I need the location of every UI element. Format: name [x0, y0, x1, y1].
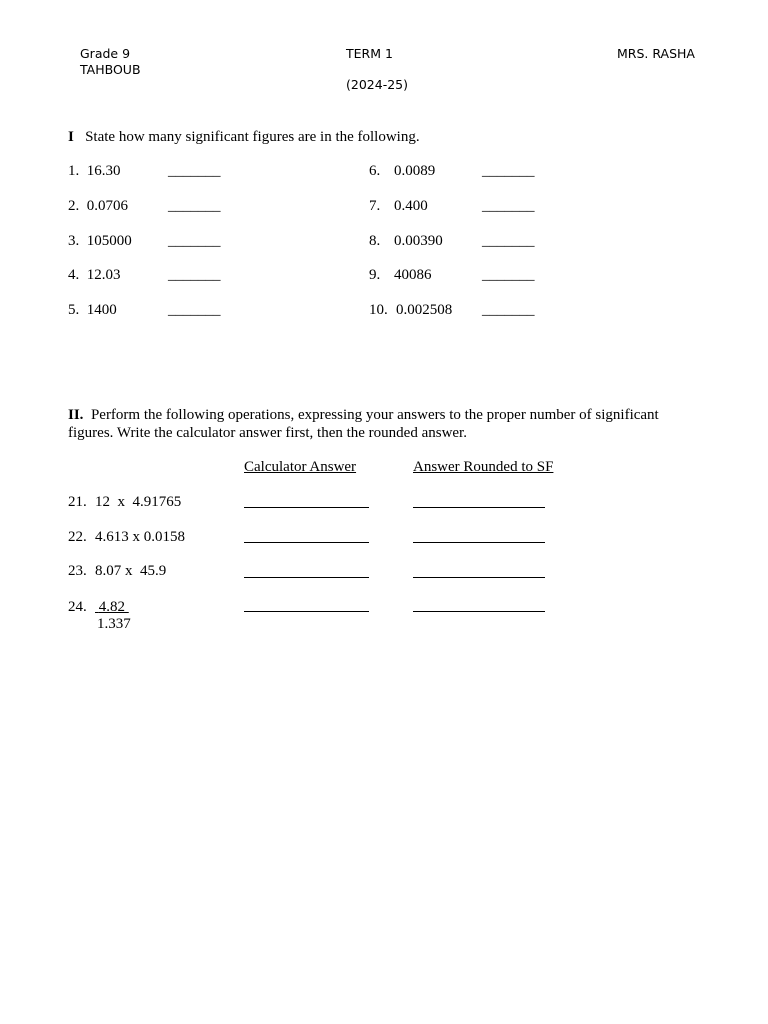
answer-blank[interactable]: _______	[482, 302, 535, 318]
section-2-number: II.	[68, 407, 84, 423]
problem-expression: 4.613 x 0.0158	[95, 529, 185, 545]
item-value: 0.00390	[394, 233, 443, 249]
grade-label: Grade 9	[80, 46, 131, 61]
item-number: 7.	[369, 198, 381, 214]
school-year: (2024-25)	[346, 77, 408, 92]
item-value: 0.0089	[394, 163, 436, 179]
term-label: TERM 1	[346, 46, 393, 61]
answer-blank[interactable]: _______	[168, 198, 221, 214]
item-value: 0.0706	[86, 198, 128, 214]
fraction-numerator: 4.82	[98, 599, 125, 615]
item-number: 4.	[68, 267, 80, 283]
rounded-answer-line[interactable]	[413, 611, 545, 612]
answer-blank[interactable]: _______	[482, 198, 535, 214]
column-header-rounded: Answer Rounded to SF	[413, 459, 554, 475]
answer-blank[interactable]: _______	[168, 267, 221, 283]
item-number: 8.	[369, 233, 381, 249]
answer-blank[interactable]: _______	[482, 267, 535, 283]
list-item	[68, 197, 128, 215]
item-value: 1400	[86, 302, 117, 318]
section-2-heading	[68, 406, 688, 442]
item-number: 5.	[68, 302, 80, 318]
item-value: 0.400	[394, 198, 428, 214]
list-item	[68, 266, 121, 284]
list-item	[68, 232, 132, 250]
rounded-answer-line[interactable]	[413, 507, 545, 508]
item-value: 40086	[394, 267, 432, 283]
column-header-calculator: Calculator Answer	[244, 459, 357, 475]
item-value: 105000	[86, 233, 132, 249]
calculator-answer-line[interactable]	[244, 611, 369, 612]
item-number: 1.	[68, 163, 80, 179]
item-value: 12.03	[86, 267, 121, 283]
calculator-answer-line[interactable]	[244, 507, 369, 508]
item-number: 9.	[369, 267, 381, 283]
teacher-first-name: MRS. RASHA	[617, 46, 695, 61]
section-1-number: I	[68, 129, 74, 145]
rounded-answer-line[interactable]	[413, 577, 545, 578]
calculator-answer-line[interactable]	[244, 577, 369, 578]
list-item	[68, 162, 121, 180]
fraction-denominator: 1.337	[97, 616, 131, 632]
problem-number: 24.	[68, 599, 87, 615]
problem-number: 23.	[68, 563, 87, 579]
answer-blank[interactable]: _______	[168, 233, 221, 249]
item-number: 3.	[68, 233, 80, 249]
list-item	[68, 301, 117, 319]
problem-expression: 12 x 4.91765	[95, 494, 182, 510]
item-number: 6.	[369, 163, 381, 179]
item-number: 2.	[68, 198, 80, 214]
problem-number: 22.	[68, 529, 87, 545]
answer-blank[interactable]: _______	[482, 163, 535, 179]
answer-blank[interactable]: _______	[482, 233, 535, 249]
answer-blank[interactable]: _______	[168, 163, 221, 179]
item-number: 10.	[369, 302, 388, 318]
section-2-instruction: Perform the following operations, expressing your answers to the proper number of significant figures. Write the calculator answer first, then the rounded answer.	[68, 407, 659, 441]
rounded-answer-line[interactable]	[413, 542, 545, 543]
problem-expression: 8.07 x 45.9	[95, 563, 167, 579]
calculator-answer-line[interactable]	[244, 542, 369, 543]
section-1-heading	[68, 128, 420, 146]
section-1-instruction: State how many significant figures are in the following.	[85, 129, 420, 145]
item-value: 0.002508	[396, 302, 453, 318]
answer-blank[interactable]: _______	[168, 302, 221, 318]
problem-number: 21.	[68, 494, 87, 510]
teacher-last-name: TAHBOUB	[80, 62, 141, 77]
item-value: 16.30	[86, 163, 121, 179]
